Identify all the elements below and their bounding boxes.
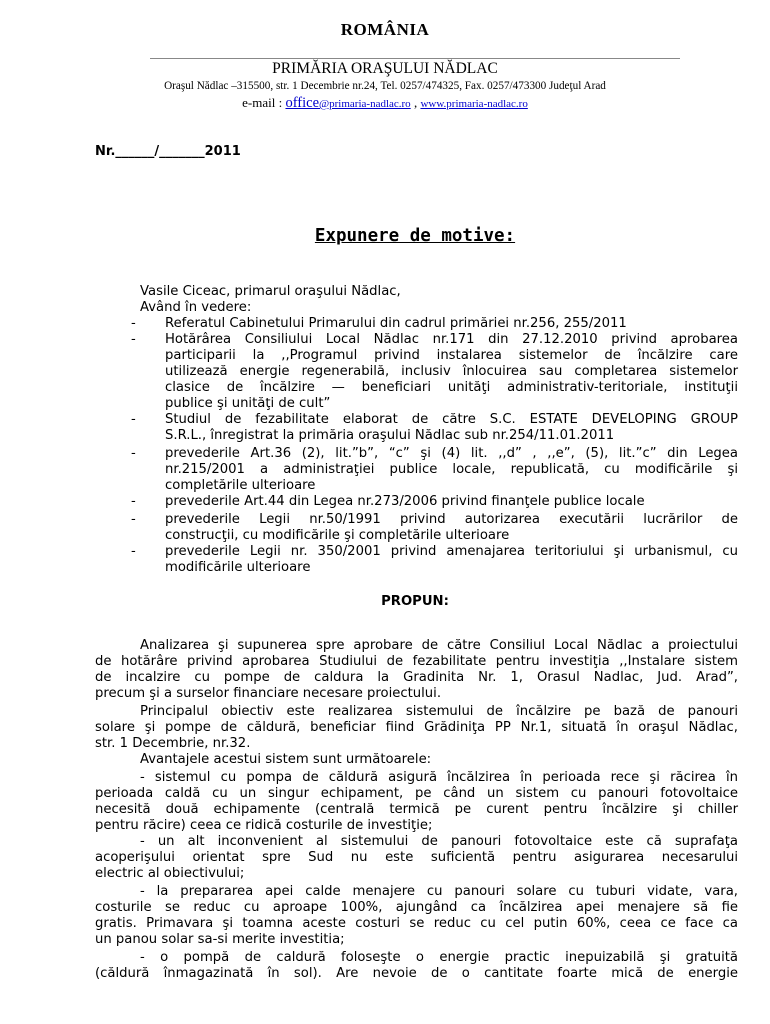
list-bullet: - (131, 512, 136, 527)
list-item-line: S.R.L., înregistrat la primăria oraşului Nădlac sub nr.254/11.01.2011 (165, 428, 615, 443)
body-line: - la prepararea apei calde menajere cu panouri solare cu tuburi vidate, vara, (140, 884, 738, 899)
list-item-line: participarii la ,,Programul privind instalarea sistemelor de încălzire care (165, 348, 738, 363)
list-item-line: prevederile Art.44 din Legea nr.273/2006 privind finanţele publice locale (165, 494, 645, 509)
intro-considering: Având în vedere: (140, 300, 252, 315)
body-line: gratis. Primavara şi toamna aceste costuri se reduc cu cel putin 60%, ceea ce face ca (95, 916, 738, 931)
contact-separator: , (413, 95, 418, 110)
website-link[interactable]: www.primaria-nadlac.ro (420, 98, 528, 110)
list-item-line: construcţii, cu modificările şi completările ulterioare (165, 528, 510, 543)
body-line: str. 1 Decembrie, nr.32. (95, 736, 251, 751)
body-line: (căldură înmagazinată în sol). Are nevoie de o cantitate foarte mică de energie (95, 966, 738, 981)
body-line: - un alt inconvenient al sistemului de panouri fotovoltaice este că suprafaţa (140, 834, 738, 849)
letterhead-divider (150, 58, 680, 59)
list-bullet: - (131, 446, 136, 461)
list-bullet: - (131, 544, 136, 559)
list-item-line: Referatul Cabinetului Primarului din cadrul primăriei nr.256, 255/2011 (165, 316, 627, 331)
letterhead-country: ROMÂNIA (340, 20, 430, 39)
email-label: e-mail : (242, 95, 286, 110)
list-item-line: modificările ulterioare (165, 560, 311, 575)
body-line: necesită două echipamente (centrală termică pe curent pentru încălzire şi chiller (95, 802, 738, 817)
body-line: solare şi pompe de căldură, beneficiar fiind Grădiniţa PP Nr.1, situată în oraşul Nădlac, (95, 720, 738, 735)
body-line: - o pompă de caldură foloseşte o energie practic inepuizabilă şi gratuită (140, 950, 738, 965)
body-line: perioada caldă cu un singur echipament, pe când un sistem cu panouri fotovoltaice (95, 786, 738, 801)
letterhead-institution: PRIMĂRIA ORAŞULUI NĂDLAC (272, 60, 498, 77)
body-line: precum şi a surselor financiare necesare proiectului. (95, 686, 442, 701)
list-bullet: - (131, 494, 136, 509)
list-item-line: Studiul de fezabilitate elaborat de către S.C. ESTATE DEVELOPING GROUP (165, 412, 738, 427)
list-bullet: - (131, 412, 136, 427)
list-item-line: prevederile Art.36 (2), lit.”b”, “c” şi (4) lit. ,,d” , ,,e”, (5), lit.”c” din Legea (165, 446, 738, 461)
letterhead-address: Oraşul Nădlac –315500, str. 1 Decembrie nr.24, Tel. 0257/474325, Fax. 0257/473300 Judeţul Arad (164, 80, 606, 92)
body-line: un panou solar sa-si merite investitia; (95, 932, 345, 947)
body-line: pentru răcire) ceea ce ridică costurile de investiţie; (95, 818, 433, 833)
list-item-line: publice şi unităţi de cult” (165, 396, 331, 411)
list-bullet: - (131, 332, 136, 347)
list-item-line: prevederile Legii nr.50/1991 privind autorizarea executării lucrărilor de (165, 512, 738, 527)
body-line: de incalzire cu pompe de caldura la Gradinita Nr. 1, Orasul Nadlac, Jud. Arad”, (95, 670, 738, 685)
body-line: Principalul obiectiv este realizarea sistemului de încălzire pe bază de panouri (140, 704, 738, 719)
list-bullet: - (131, 316, 136, 331)
body-line: Analizarea şi supunerea spre aprobare de către Consiliul Local Nădlac a proiectului (140, 638, 738, 653)
body-line: de hotărâre privind aprobarea Studiului de fezabilitate pentru investiţia ,,Instalare sistem (95, 654, 738, 669)
list-item-line: completările ulterioare (165, 478, 316, 493)
document-title: Expunere de motive: (314, 226, 516, 246)
list-item-line: clasice de încălzire — beneficiari unităţi administrativ-teritoriale, instituţii (165, 380, 738, 395)
registration-number: Nr.______/_______2011 (95, 144, 241, 159)
list-item-line: nr.215/2001 a administraţiei publice locale, republicată, cu modificările şi (165, 462, 738, 477)
body-line: electric al obiectivului; (95, 866, 245, 881)
list-item-line: utilizează energie regenerabilă, inclusiv înlocuirea sau completarea sistemelor (165, 364, 738, 379)
intro-author: Vasile Ciceac, primarul oraşului Nădlac, (140, 284, 401, 299)
proposal-heading: PROPUN: (381, 594, 449, 609)
body-line: - sistemul cu pompa de căldură asigură încălzirea în perioada rece şi răcirea în (140, 770, 738, 785)
body-line: Avantajele acestui sistem sunt următoarele: (140, 752, 432, 767)
letterhead-contact (0, 95, 770, 112)
email-link[interactable] (285, 95, 410, 110)
body-line: acoperişului orientat spre Sud nu este suficientă pentru asigurarea necesarului (95, 850, 738, 865)
list-item-line: prevederile Legii nr. 350/2001 privind amenajarea teritoriului şi urbanismul, cu (165, 544, 738, 559)
list-item-line: Hotărârea Consiliului Local Nădlac nr.171 din 27.12.2010 privind aprobarea (165, 332, 738, 347)
body-line: costurile se reduc cu aproape 100%, ajungând ca încălzirea apei menajere să fie (95, 900, 738, 915)
email-local: office (285, 95, 320, 111)
email-domain: @primaria-nadlac.ro (319, 98, 411, 110)
